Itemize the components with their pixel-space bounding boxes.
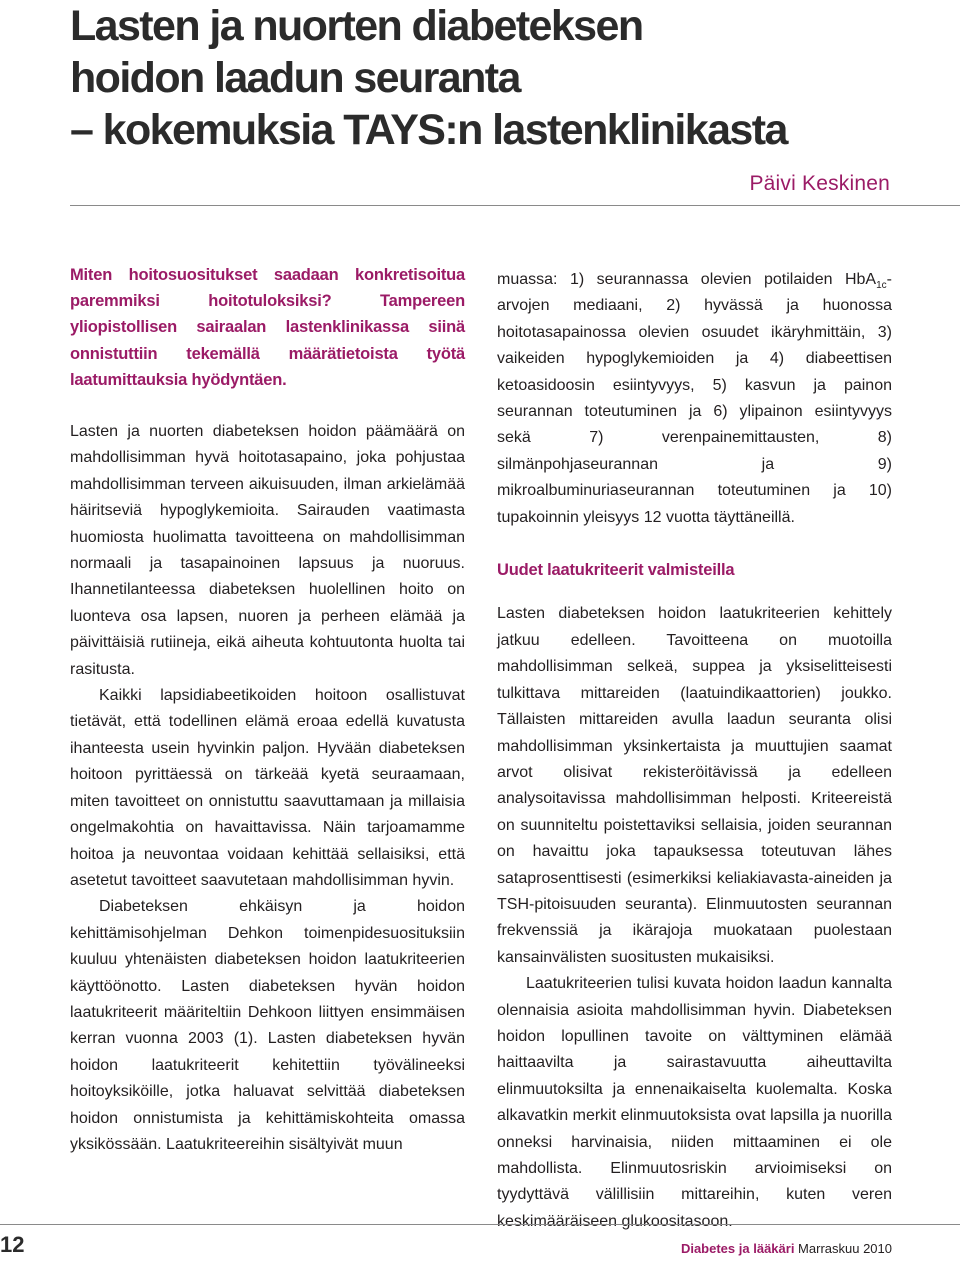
body-paragraph-3: Diabeteksen ehkäisyn ja hoidon kehittämisohjelman Dehkon toimenpidesuosituksiin kuuluu yhtenäisten diabeteksen hoidon laatukriteerien käyttöönotto. Lasten diabeteksen hyvän hoidon laatukriteerit määriteltiin Dehkoon liittyen ensimmäisen kerran vuonna 2003 (1). Lasten diabeteksen hyvän hoidon laatukriteerit kehitettiin työvälineeksi hoitoyksiköille, jotka haluavat selvittää diabeteksen hoidon onnistumista ja kehittämiskohteita omassa yksikössään. Laatukriteereihin sisältyivät muun bbox=[70, 898, 465, 1153]
left-column bbox=[70, 262, 465, 1158]
body-paragraph-2: Kaikki lapsidiabeetikoiden hoitoon osallistuvat tietävät, että todellinen elämä eroaa edellä kuvatusta ihanteesta usein hyvinkin paljon. Hyvään diabeteksen hoitoon pyrittäessä on tärkeää kyetä seuraamaan, miten tavoitteet on onnistuttu saavuttamaan ja millaisia ongelmakohtia on havaittavissa. Näin tarjoamamme hoitoa ja neuvontaa voidaan kehittää sellaisiksi, että asetetut tavoitteet saavutetaan mahdollisimman hyvin. bbox=[70, 687, 465, 889]
hba1c-subscript: 1c bbox=[876, 280, 887, 292]
title-line-2: hoidon laadun seuranta bbox=[70, 54, 520, 102]
publication-issue: Marraskuu 2010 bbox=[794, 1241, 892, 1256]
title-divider bbox=[70, 205, 960, 206]
title-line-3: – kokemuksia TAYS:n lastenklinikasta bbox=[70, 106, 787, 154]
section-subheading: Uudet laatukriteerit valmisteilla bbox=[497, 561, 735, 580]
page-number: 12 bbox=[0, 1232, 25, 1257]
lead-paragraph: Miten hoitosuositukset saadaan konkretisoitua paremmiksi hoitotuloksiksi? Tampereen yliopistollisen sairaalan lastenklinikassa siinä onnistuttiin tekemällä määrätietoista työtä laatumittauksia hyödyntäen. bbox=[70, 266, 465, 389]
body-paragraph-5: Laatukriteerien tulisi kuvata hoidon laadun kannalta olennaisia asioita mahdollisimman hyvin. Diabeteksen hoidon lopullinen tavoite on välttyminen elämää haittaavilta ja sairastavuutta aiheuttavilta elinmuutoksilta ja ennenaikaiselta kuolemalta. Koska alkavatkin merkit elinmuutoksista ovat lapsilla ja nuorilla onneksi harvinaisia, niiden mittaaminen ei ole mahdollista. Elinmuutosriskin arvioimiseksi on tyydyttävä välillisiin mittareihin, kuten veren keskimääräiseen glukoositasoon. bbox=[497, 975, 892, 1230]
continued-text-start: muassa: 1) seurannassa olevien potilaiden HbA bbox=[497, 271, 877, 288]
title-line-1: Lasten ja nuorten diabeteksen bbox=[70, 2, 643, 50]
body-paragraph-4: Lasten diabeteksen hoidon laatukriteerien kehittely jatkuu edelleen. Tavoitteena on muotoilla mahdollisimman selkeä, suppea ja yksiselitteisesti tulkittava mittareiden (laatuindikaattorien) joukko. Tällaisten mittareiden avulla laadun seuranta olisi mahdollisimman yksinkertaista ja muuttujien saamat arvot olisivat rekisteröitävissä ja edelleen analysoitavissa mahdollisimman helposti. Kriteereistä on suunniteltu poistettaviksi sellaisia, joiden seurannan on havaittu joka tapauksessa toteutuvan lähes sataprosenttisesti (esimerkiksi keliakiavasta-aineiden ja TSH-pitoisuuden seuranta). Elinmuutosten seurannan frekvenssiä ja ikärajoja muokataan puolestaan kansainvälisten suositusten mukaisiksi. bbox=[497, 605, 892, 966]
author-name: Päivi Keskinen bbox=[749, 172, 890, 195]
body-paragraph-1: Lasten ja nuorten diabeteksen hoidon päämäärä on mahdollisimman hyvä hoitotasapaino, joka pohjustaa mahdollisimman terveen aikuisuuden, ilman arkielämää häiritseviä hypoglykemioita. Sairauden vaatimasta huomiosta huolimatta tavoitteena on mahdollisimman normaali ja tasapainoinen lapsuus ja nuoruus. Ihannetilanteessa diabeteksen huolellinen hoito on luonteva osa lapsen, nuoren ja perheen elämää ja päivittäisiä rutiineja, eikä aiheuta kohtuutonta huolta tai rasitusta. bbox=[70, 423, 465, 678]
footer-divider bbox=[0, 1224, 960, 1225]
publication-brand-laakari: ja lääkäri bbox=[735, 1241, 795, 1256]
right-column bbox=[497, 267, 892, 1235]
publication-brand-diabetes: Diabetes bbox=[680, 1241, 736, 1256]
body-paragraph-continued bbox=[497, 267, 892, 531]
publication-footer bbox=[681, 1241, 892, 1256]
article-title bbox=[70, 0, 930, 156]
continued-text-end: -arvojen mediaani, 2) hyvässä ja huonossa hoitotasapainossa olevien osuudet ikäryhmittäin, 3) vaikeiden hypoglykemioiden ja 4) diabeettisen ketoasidoosin esiintyvyys, 5) kasvun ja painon seurannan toteutuminen ja 6) ylipainon esiintyvyys sekä 7) verenpainemittausten, 8) silmänpohjaseurannan ja 9) mikroalbuminuriaseurannan toteutuminen ja 10) tupakoinnin yleisyys 12 vuotta täyttäneillä. bbox=[497, 271, 892, 526]
